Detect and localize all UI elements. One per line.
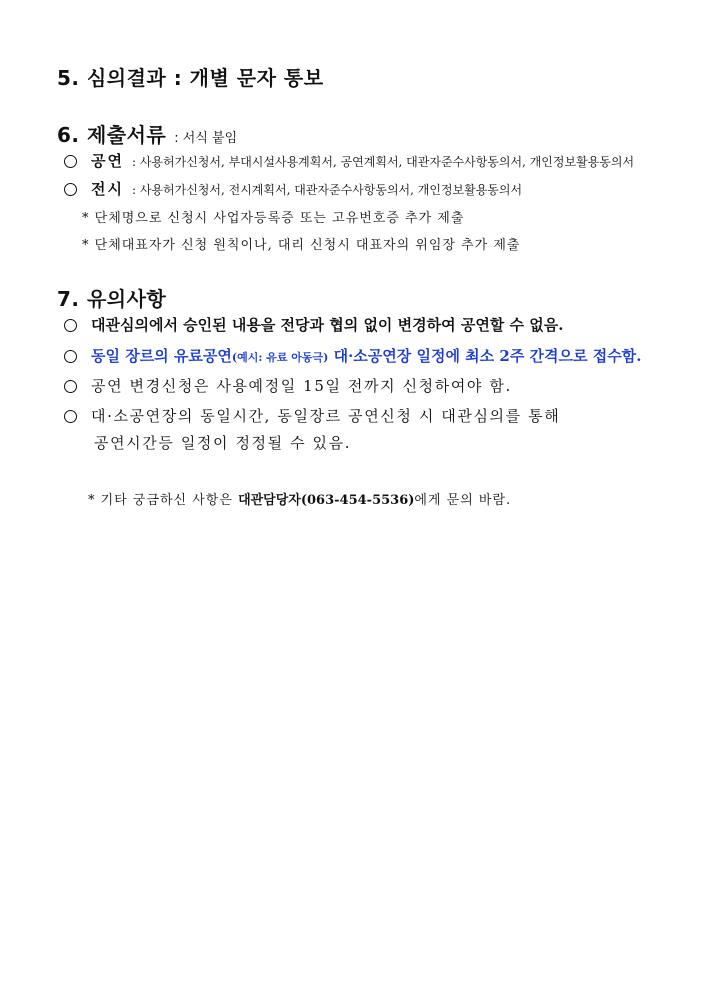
item-label: 전시 [91,180,124,198]
list-item-performance [64,150,634,171]
circle-bullet-icon [64,155,77,168]
caution-text: 공연 변경신청은 사용예정일 15일 전까지 신청하여야 함. [91,377,512,395]
section5-heading: 5. 심의결과 : 개별 문자 통보 [57,66,324,90]
circle-bullet-icon [64,183,77,196]
contact-person: 대관담당자(063-454-5536) [238,493,415,508]
contact-prefix: * 기타 궁금하신 사항은 [88,493,239,508]
caution-item-3 [64,375,512,396]
contact-suffix: 에게 문의 바람. [414,493,512,508]
circle-bullet-icon [64,350,77,363]
contact-note [88,489,511,508]
caution-item-1 [64,314,563,335]
caution-item-2 [64,345,641,366]
caution-text: 대·소공연장의 동일시간, 동일장르 공연신청 시 대관심의를 통해 [91,407,561,425]
caution-text-c: 대·소공연장 일정에 최소 2주 간격으로 접수함. [328,347,642,365]
caution-text-a: 동일 장르의 유료공연 [91,347,232,365]
item-label: 공연 [91,152,124,170]
caution-item-4-continued [94,432,351,453]
circle-bullet-icon [64,410,77,423]
list-item-exhibition [64,178,522,199]
section6-subtitle: : 서식 붙임 [174,131,238,146]
item-text: : 사용허가신청서, 부대시설사용계획서, 공연계획서, 대관자준수사항동의서, 개인정보활용동의서 [131,155,635,169]
caution-text: 대관심의에서 승인된 내용을 전당과 협의 없이 변경하여 공연할 수 없음. [91,316,564,334]
caution-text-example: (예시: 유료 아동극) [231,351,329,364]
caution-text-continued: 공연시간등 일정이 정정될 수 있음. [94,434,352,452]
note-proxy-application: * 단체대표자가 신청 원칙이나, 대리 신청시 대표자의 위임장 추가 제출 [82,238,521,253]
section6-heading [57,119,237,148]
caution-item-4 [64,405,560,426]
section6-title: 6. 제출서류 [57,123,167,147]
section7-heading: 7. 유의사항 [57,287,167,311]
circle-bullet-icon [64,380,77,393]
item-text: : 사용허가신청서, 전시계획서, 대관자준수사항동의서, 개인정보활용동의서 [131,183,523,197]
note-business-registration: * 단체명으로 신청시 사업자등록증 또는 고유번호증 추가 제출 [82,211,465,226]
circle-bullet-icon [64,319,77,332]
